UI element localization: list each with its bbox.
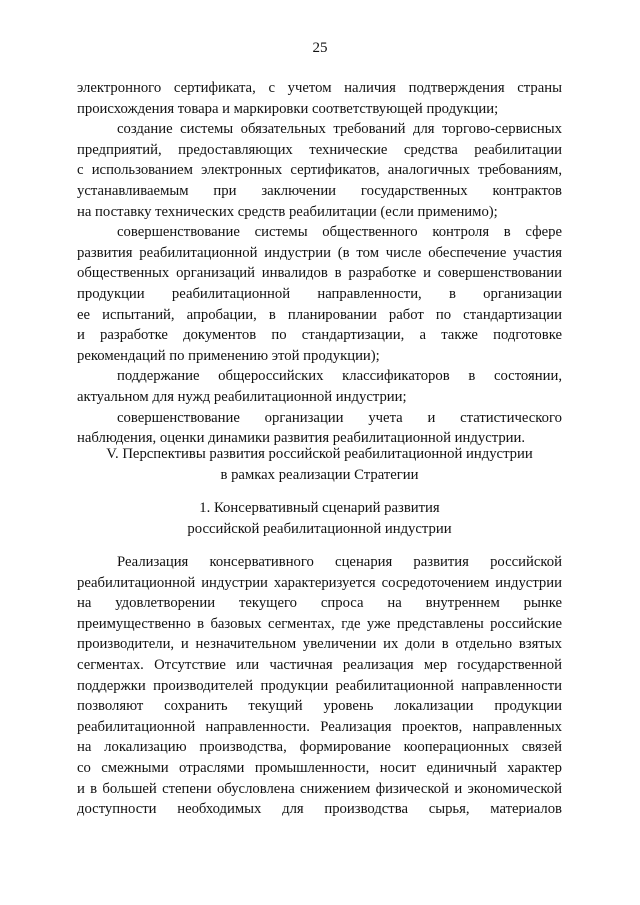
text-line: устанавливаемым при заключении государственных контрактов — [77, 182, 562, 199]
text-line: предприятий, предоставляющих технические средства реабилитации — [77, 141, 562, 158]
text-line: и разработке документов по стандартизации, а также подготовке — [77, 327, 562, 344]
subsection-heading-line: 1. Консервативный сценарий развития — [199, 500, 440, 516]
text-line: и в большей степени обусловлена снижением физической и экономической — [77, 780, 562, 797]
text-line: создание системы обязательных требований для торгово-сервисных — [117, 121, 562, 138]
text-line: реабилитационной индустрии характеризуется сосредоточением индустрии — [77, 574, 562, 591]
text-line: рекомендаций по применению этой продукции); — [77, 347, 380, 364]
text-line: совершенствование организации учета и статистического — [117, 409, 562, 426]
page-number: 25 — [312, 40, 328, 56]
section-heading-line: в рамках реализации Стратегии — [220, 466, 419, 483]
text-line: актуальном для нужд реабилитационной индустрии; — [77, 388, 407, 405]
text-line: продукции реабилитационной направленности, в организации — [77, 285, 562, 302]
text-line: ее испытаний, апробации, в планировании работ по стандартизации — [77, 306, 562, 323]
text-line: со смежными отраслями промышленности, носит единичный характер — [77, 759, 562, 776]
text-line: происхождения товара и маркировки соответствующей продукции; — [77, 100, 499, 117]
text-line: доступности необходимых для производства сырья, материалов — [77, 801, 562, 818]
text-line: преимущественно в базовых сегментах, где уже представлены российские — [77, 615, 562, 632]
text-line: электронного сертификата, с учетом наличия подтверждения страны — [77, 80, 562, 96]
text-line: на локализацию производства, формирование кооперационных связей — [77, 739, 562, 756]
text-line: на поставку технических средств реабилитации (если применимо); — [77, 203, 498, 220]
text-line: производители, и незначительном увеличении их доли в отдельно взятых — [77, 636, 562, 653]
text-line: совершенствование системы общественного контроля в сфере — [117, 224, 562, 241]
text-line: на удовлетворении текущего спроса на внутреннем рынке — [77, 595, 562, 612]
text-line: поддержание общероссийских классификаторов в состоянии, — [117, 368, 562, 385]
subsection-heading-line: российской реабилитационной индустрии — [187, 520, 452, 537]
text-block-measures — [77, 78, 562, 449]
section-heading-line: V. Перспективы развития российской реабилитационной индустрии — [106, 446, 533, 462]
text-line: общественных организаций инвалидов в разработке и совершенствовании — [77, 265, 562, 282]
text-block-conservative-scenario — [77, 552, 562, 820]
text-line: с использованием электронных сертификатов, аналогичных требованиям, — [77, 162, 562, 179]
text-line: сегментах. Отсутствие или частичная реализация мер государственной — [77, 656, 562, 673]
text-line: Реализация консервативного сценария развития российской — [117, 554, 562, 570]
section-heading — [77, 444, 562, 485]
text-line: поддержки производителей продукции реабилитационной направленности — [77, 677, 562, 694]
subsection-heading — [77, 498, 562, 539]
text-line: позволяют сохранить текущий уровень локализации продукции — [77, 698, 562, 715]
text-line: наблюдения, оценки динамики развития реабилитационной индустрии. — [77, 430, 526, 447]
text-line: реабилитационной направленности. Реализация проектов, направленных — [77, 718, 562, 735]
text-line: развития реабилитационной индустрии (в том числе обеспечение участия — [77, 244, 562, 261]
